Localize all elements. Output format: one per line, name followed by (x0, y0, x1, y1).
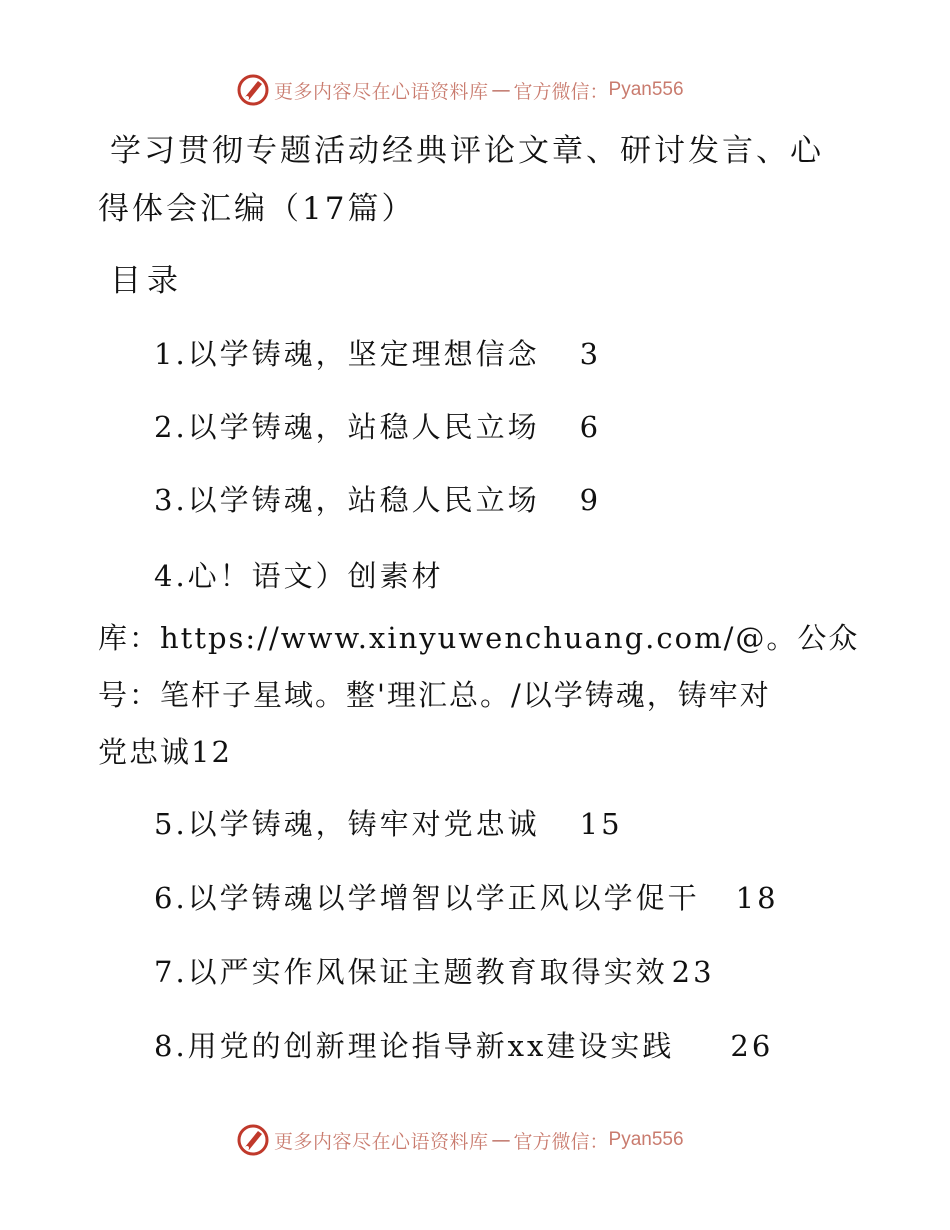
banner-separator: — (491, 79, 511, 101)
title-line-1: 学习贯彻专题活动经典评论文章、研讨发言、心 (110, 133, 824, 169)
banner-separator: — (491, 1129, 511, 1151)
toc-item (154, 1024, 773, 1068)
toc-item-label: 6.以学铸魂以学增智以学正风以学促干 (154, 881, 700, 915)
banner-text: 更多内容尽在心语资料库 (274, 80, 489, 103)
toc-heading: 目录 (110, 263, 184, 299)
toc-item (154, 478, 601, 522)
header-watermark (236, 70, 716, 110)
pen-logo-icon (236, 73, 270, 107)
toc-item-wrapped-text (98, 610, 868, 781)
wrapped-line-2: 号：笔杆子星域。整'理汇总。/以学铸魂，铸牢对 (98, 678, 771, 712)
toc-item (154, 554, 444, 598)
toc-item-label: 3.以学铸魂，站稳人民立场 (154, 483, 540, 517)
wrapped-line-3: 党忠诚12 (98, 735, 232, 769)
wrapped-line-1: 库：https://www.xinyuwenchuang.com/@。公众 (98, 621, 860, 655)
title-line-2: 得体会汇编（17篇） (98, 191, 416, 227)
toc-item (154, 950, 715, 994)
banner-text: 更多内容尽在心语资料库 (274, 1130, 489, 1153)
toc-item-label: 4.心！语文）创素材 (154, 559, 444, 593)
footer-watermark (236, 1120, 716, 1160)
toc-item-page: 18 (735, 881, 779, 915)
toc-item-page: 9 (579, 483, 602, 517)
toc-item-label: 5.以学铸魂，铸牢对党忠诚 (154, 807, 540, 841)
document-title (98, 122, 858, 238)
toc-item (154, 405, 601, 449)
toc-item-page: 6 (579, 410, 602, 444)
toc-item-label: 1.以学铸魂，坚定理想信念 (154, 337, 540, 371)
toc-item-label: 7.以严实作风保证主题教育取得实效 (154, 955, 668, 989)
toc-item-page: 15 (579, 807, 623, 841)
banner-contact-id: Pyan556 (608, 79, 684, 100)
toc-item-page: 23 (671, 955, 715, 989)
toc-item (154, 876, 779, 920)
pen-logo-icon (236, 1123, 270, 1157)
toc-item-page: 26 (730, 1029, 774, 1063)
banner-contact-id: Pyan556 (608, 1129, 684, 1150)
toc-item (154, 802, 623, 846)
banner-contact-label: 官方微信： (513, 80, 609, 103)
banner-contact-label: 官方微信： (513, 1130, 609, 1153)
toc-item (154, 332, 601, 376)
toc-item-label: 8.用党的创新理论指导新xx建设实践 (154, 1029, 675, 1063)
toc-item-label: 2.以学铸魂，站稳人民立场 (154, 410, 540, 444)
toc-item-page: 3 (579, 337, 602, 371)
